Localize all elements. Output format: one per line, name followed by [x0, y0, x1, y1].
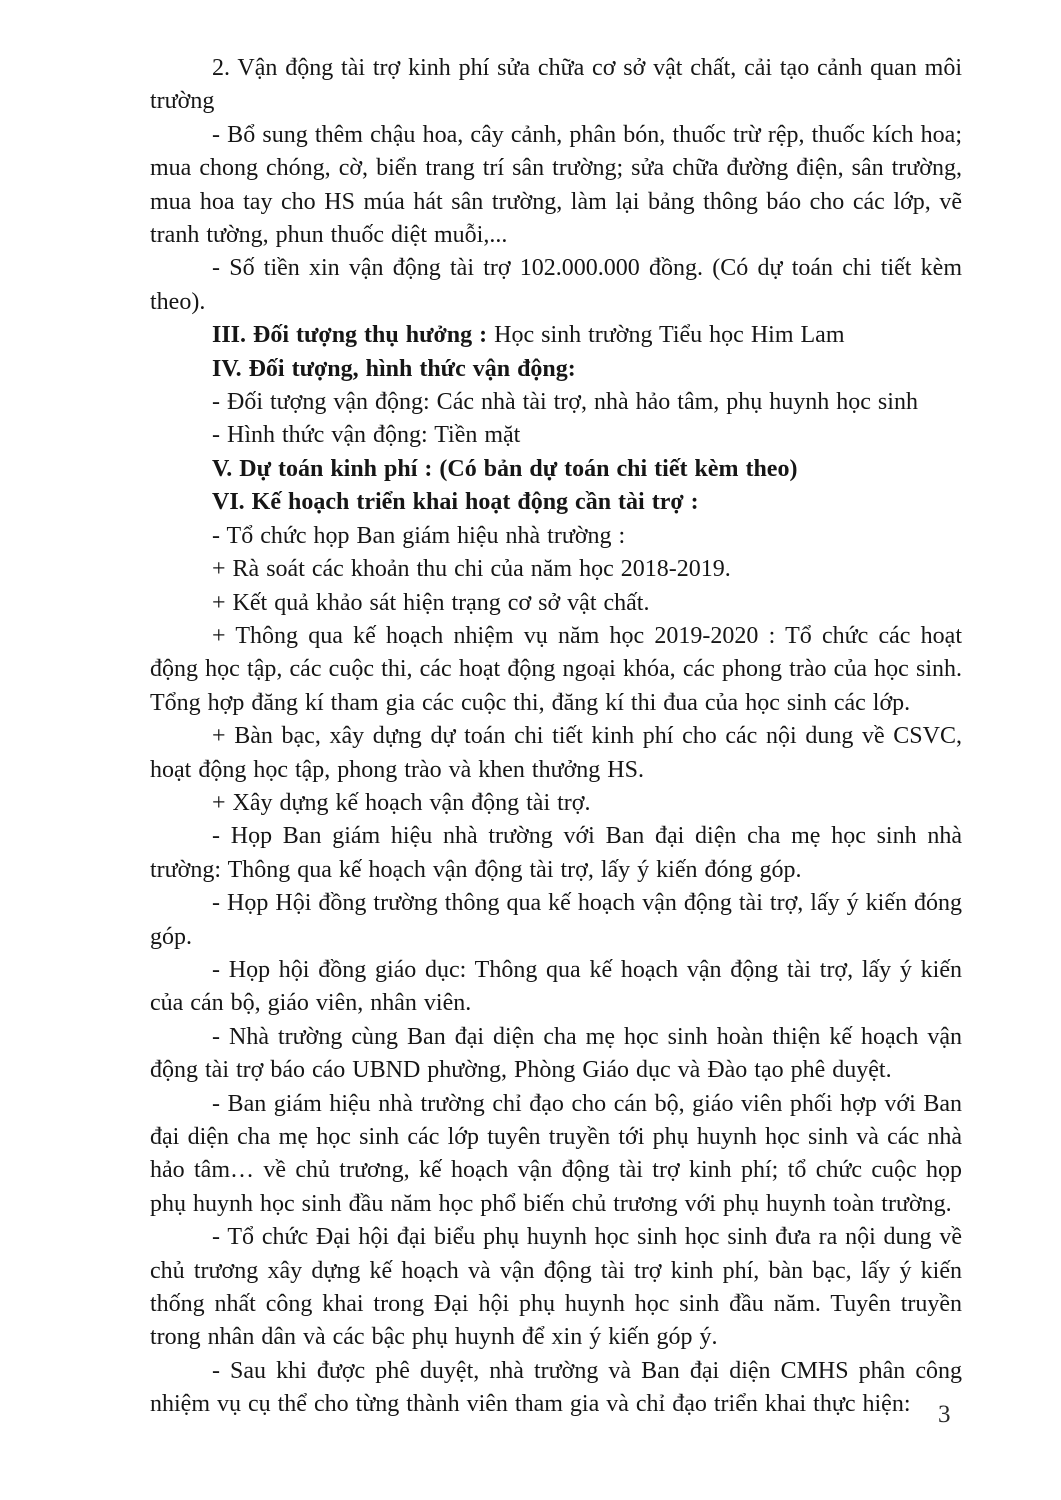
text-run: - Họp hội đồng giáo dục: Thông qua kế hoạch vận động tài trợ, lấy ý kiến của cán bộ, giáo viên, nhân viên.	[150, 956, 962, 1017]
paragraph	[150, 1221, 962, 1355]
paragraph	[150, 1088, 962, 1222]
text-run: - Tổ chức họp Ban giám hiệu nhà trường :	[212, 522, 626, 549]
paragraph	[150, 587, 962, 620]
paragraph	[150, 52, 962, 119]
text-run: + Bàn bạc, xây dựng dự toán chi tiết kinh phí cho các nội dung về CSVC, hoạt động học tập, phong trào và khen thưởng HS.	[150, 723, 962, 783]
text-run: - Sau khi được phê duyệt, nhà trường và Ban đại diện CMHS phân công nhiệm vụ cụ thể cho từng thành viên tham gia và chỉ đạo triển khai thực hiện:	[150, 1357, 962, 1418]
paragraph	[150, 386, 962, 419]
paragraph	[150, 353, 962, 386]
paragraph	[150, 720, 962, 787]
bold-text-run: V. Dự toán kinh phí : (Có bản dự toán chi tiết kèm theo)	[212, 455, 798, 482]
paragraph	[150, 553, 962, 586]
paragraph	[150, 319, 962, 352]
text-run: - Ban giám hiệu nhà trường chỉ đạo cho cán bộ, giáo viên phối hợp với Ban đại diện cha mẹ học sinh các lớp tuyên truyền tới phụ huynh học sinh và các nhà hảo tâm… về chủ trương, kế hoạch vận động tài trợ kinh phí; tổ chức cuộc họp phụ huynh học sinh đầu năm học phổ biến chủ trương với phụ huynh toàn trường.	[150, 1090, 962, 1217]
paragraph	[150, 620, 962, 720]
text-run: - Bổ sung thêm chậu hoa, cây cảnh, phân bón, thuốc trừ rệp, thuốc kích hoa; mua chong chóng, cờ, biển trang trí sân trường; sửa chữa đường điện, sân trường, mua hoa tay cho HS múa hát sân trường, làm lại bảng thông báo cho các lớp, vẽ tranh tường, phun thuốc diệt muỗi,...	[150, 121, 962, 249]
paragraph	[150, 119, 962, 253]
text-run: - Tổ chức Đại hội đại biểu phụ huynh học sinh học sinh đưa ra nội dung về chủ trương xây dựng kế hoạch và vận động tài trợ kinh phí, bàn bạc, lấy ý kiến thống nhất công khai trong Đại hội phụ huynh học sinh đầu năm. Tuyên truyền trong nhân dân và các bậc phụ huynh để xin ý kiến góp ý.	[150, 1224, 962, 1351]
text-run: + Rà soát các khoản thu chi của năm học 2018-2019.	[212, 556, 731, 583]
paragraph	[150, 520, 962, 553]
text-run: - Họp Ban giám hiệu nhà trường với Ban đại diện cha mẹ học sinh nhà trường: Thông qua kế hoạch vận động tài trợ, lấy ý kiến đóng góp.	[150, 823, 962, 883]
text-run: - Đối tượng vận động: Các nhà tài trợ, nhà hảo tâm, phụ huynh học sinh	[212, 389, 918, 416]
document-body	[150, 52, 962, 1422]
text-run: - Nhà trường cùng Ban đại diện cha mẹ học sinh hoàn thiện kế hoạch vận động tài trợ báo cáo UBND phường, Phòng Giáo dục và Đào tạo phê duyệt.	[150, 1023, 962, 1084]
paragraph	[150, 1021, 962, 1088]
paragraph	[150, 419, 962, 452]
paragraph	[150, 954, 962, 1021]
text-run: + Xây dựng kế hoạch vận động tài trợ.	[212, 789, 591, 816]
text-run: - Hình thức vận động: Tiền mặt	[212, 422, 521, 449]
text-run: - Số tiền xin vận động tài trợ 102.000.000 đồng. (Có dự toán chi tiết kèm theo).	[150, 255, 962, 315]
paragraph	[150, 787, 962, 820]
text-run: Học sinh trường Tiểu học Him Lam	[494, 322, 845, 349]
paragraph	[150, 820, 962, 887]
text-run: - Họp Hội đồng trường thông qua kế hoạch vận động tài trợ, lấy ý kiến đóng góp.	[150, 890, 962, 950]
text-run: + Kết quả khảo sát hiện trạng cơ sở vật chất.	[212, 589, 650, 616]
paragraph	[150, 486, 962, 519]
paragraph	[150, 252, 962, 319]
text-run: 2. Vận động tài trợ kinh phí sửa chữa cơ sở vật chất, cải tạo cảnh quan môi trường	[150, 55, 962, 115]
bold-text-run: III. Đối tượng thụ hưởng :	[212, 322, 495, 349]
paragraph	[150, 1355, 962, 1422]
paragraph	[150, 887, 962, 954]
text-run: + Thông qua kế hoạch nhiệm vụ năm học 2019-2020 : Tổ chức các hoạt động học tập, các cuộc thi, các hoạt động ngoại khóa, các phong trào của học sinh. Tổng hợp đăng kí tham gia các cuộc thi, đăng kí thi đua của học sinh các lớp.	[150, 622, 962, 716]
paragraph	[150, 453, 962, 486]
bold-text-run: IV. Đối tượng, hình thức vận động:	[212, 355, 576, 382]
bold-text-run: VI. Kế hoạch triển khai hoạt động cần tài trợ :	[212, 489, 699, 516]
page-number: 3	[938, 1401, 951, 1428]
